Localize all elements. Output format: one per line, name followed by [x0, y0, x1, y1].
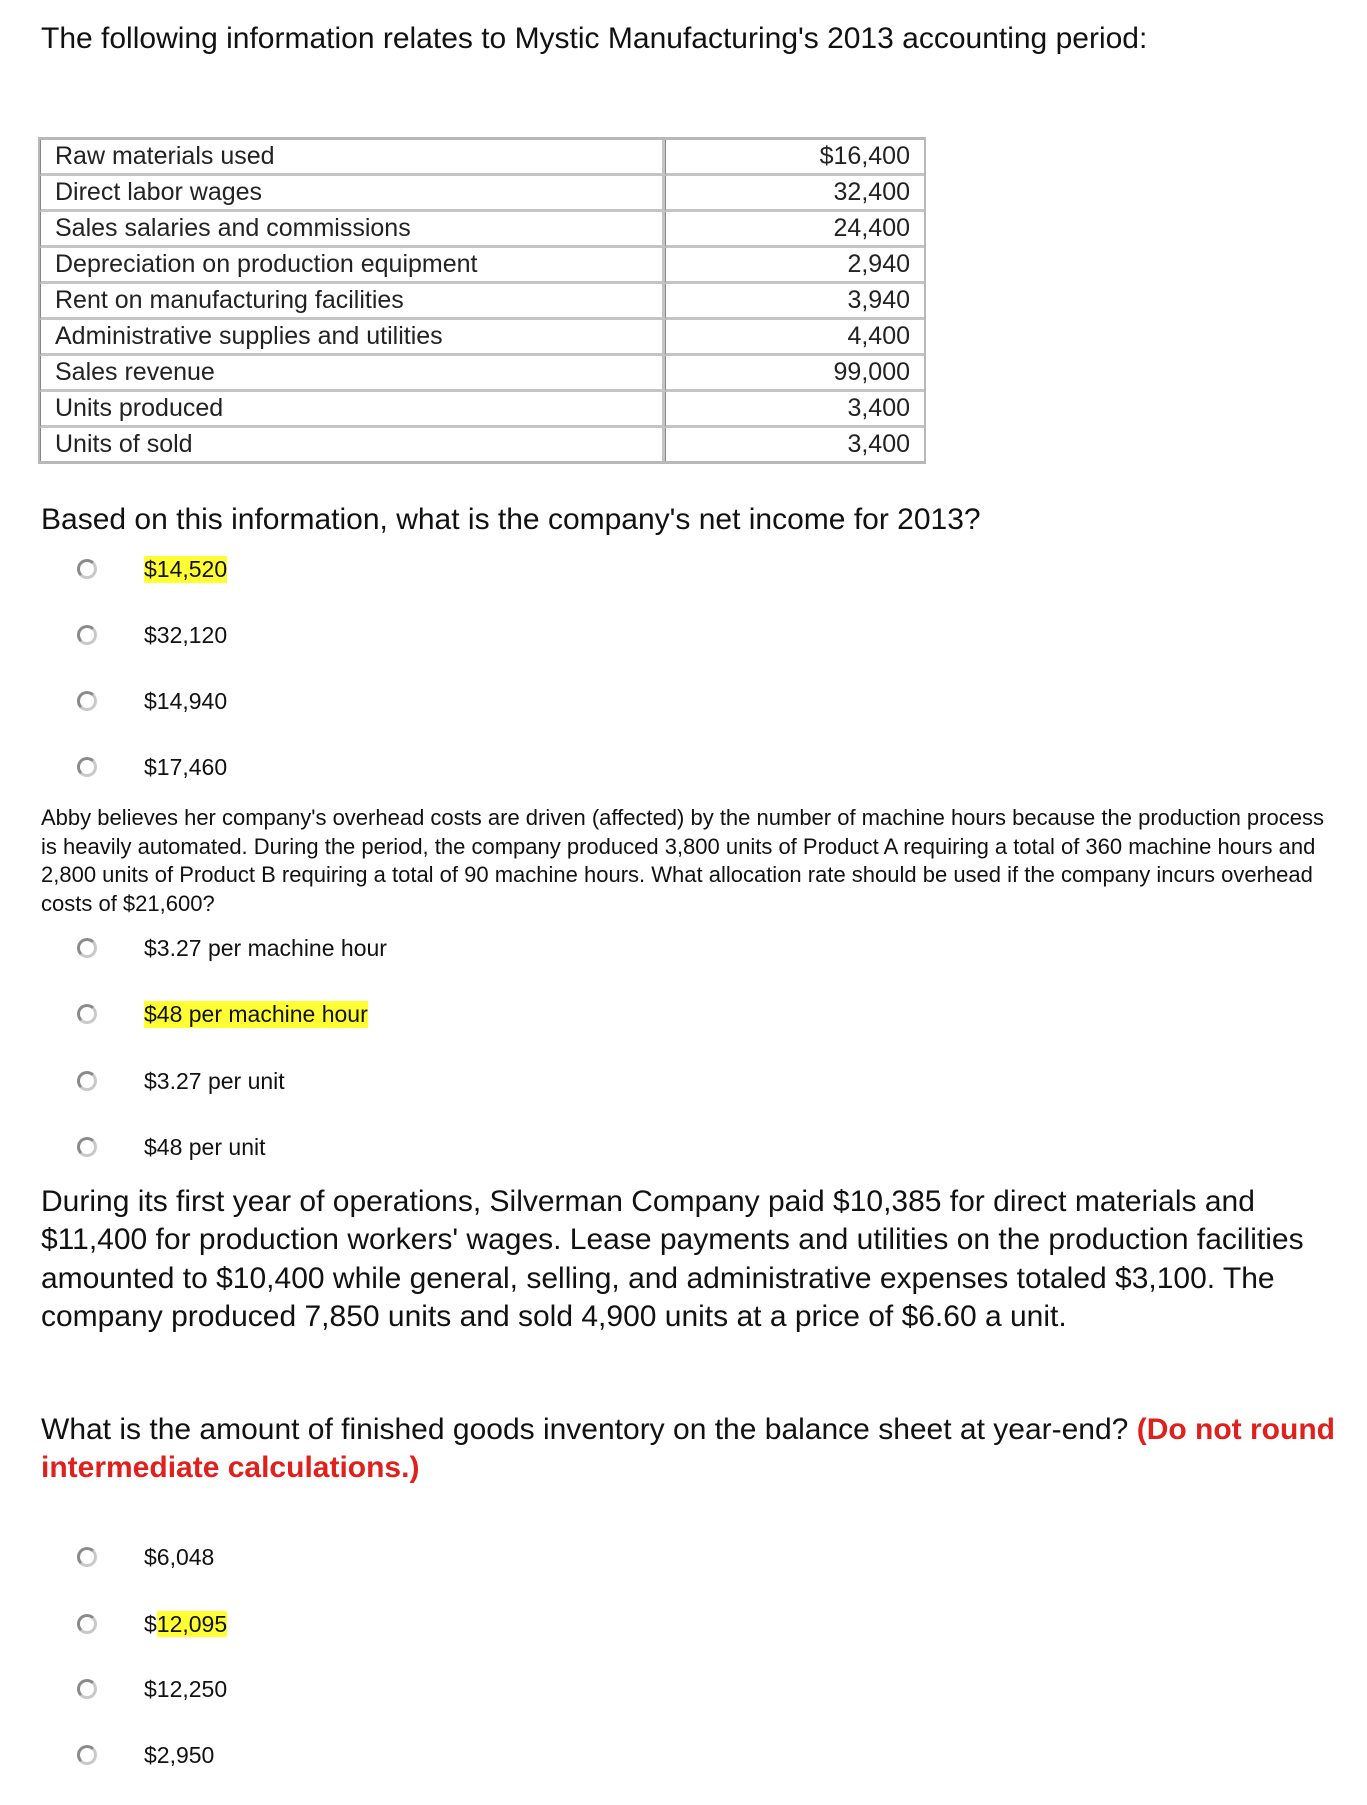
row-label: Sales revenue — [40, 356, 665, 392]
table-row — [40, 356, 924, 392]
q1-option-1[interactable]: $14,520 — [77, 554, 227, 584]
row-label: Direct labor wages — [40, 176, 665, 212]
radio-icon[interactable] — [77, 757, 97, 777]
q2-option-2[interactable]: $48 per machine hour — [77, 999, 368, 1029]
row-label: Units of sold — [40, 428, 665, 461]
row-label: Administrative supplies and utilities — [40, 320, 665, 356]
table-row — [40, 140, 924, 176]
radio-icon[interactable] — [77, 1547, 97, 1567]
radio-icon[interactable] — [77, 1137, 97, 1157]
row-value: 3,940 — [665, 284, 924, 320]
table-row — [40, 176, 924, 212]
radio-icon[interactable] — [77, 1614, 97, 1634]
q1-option-2[interactable]: $32,120 — [77, 620, 227, 650]
radio-icon[interactable] — [77, 559, 97, 579]
q1-option-4[interactable]: $17,460 — [77, 752, 227, 782]
q3-option-1[interactable]: $6,048 — [77, 1542, 214, 1572]
q3-question-block — [41, 1411, 1341, 1488]
row-value: 3,400 — [665, 428, 924, 461]
row-label: Raw materials used — [40, 140, 665, 176]
row-label: Units produced — [40, 392, 665, 428]
row-value: 99,000 — [665, 356, 924, 392]
radio-icon[interactable] — [77, 691, 97, 711]
table-row — [40, 284, 924, 320]
q2-option-3[interactable]: $3.27 per unit — [77, 1066, 285, 1096]
row-value: $16,400 — [665, 140, 924, 176]
radio-icon[interactable] — [77, 938, 97, 958]
q3-option-2[interactable]: $12,095 — [77, 1609, 227, 1639]
row-label: Rent on manufacturing facilities — [40, 284, 665, 320]
q3-option-4[interactable]: $2,950 — [77, 1740, 214, 1770]
q3-note: (Do not round intermediate calculations.) — [41, 1413, 1335, 1485]
radio-icon[interactable] — [77, 1745, 97, 1765]
table-row — [40, 212, 924, 248]
radio-icon[interactable] — [77, 1679, 97, 1699]
table-row — [40, 428, 924, 461]
row-value: 3,400 — [665, 392, 924, 428]
row-value: 4,400 — [665, 320, 924, 356]
radio-icon[interactable] — [77, 625, 97, 645]
q3-question: What is the amount of finished goods inventory on the balance sheet at year-end? — [41, 1413, 1129, 1446]
data-table — [38, 137, 926, 464]
table-row — [40, 320, 924, 356]
q1-option-3[interactable]: $14,940 — [77, 686, 227, 716]
q2-option-4[interactable]: $48 per unit — [77, 1132, 265, 1162]
q1-question: Based on this information, what is the company's net income for 2013? — [41, 503, 981, 536]
row-label: Depreciation on production equipment — [40, 248, 665, 284]
radio-icon[interactable] — [77, 1071, 97, 1091]
row-label: Sales salaries and commissions — [40, 212, 665, 248]
table-row — [40, 248, 924, 284]
row-value: 2,940 — [665, 248, 924, 284]
q2-option-1[interactable]: $3.27 per machine hour — [77, 933, 387, 963]
q3-option-3[interactable]: $12,250 — [77, 1674, 227, 1704]
row-value: 24,400 — [665, 212, 924, 248]
radio-icon[interactable] — [77, 1004, 97, 1024]
row-value: 32,400 — [665, 176, 924, 212]
intro-title: The following information relates to Mystic Manufacturing's 2013 accounting period: — [41, 22, 1148, 55]
q3-scenario: During its first year of operations, Silverman Company paid $10,385 for direct materials and $11,400 for production workers' wages. Lease payments and utilities on the production facilities amounted to $10,400 while general, selling, and administrative expenses totaled $3,100. The company produced 7,850 units and sold 4,900 units at a price of $6.60 a unit. — [41, 1185, 1304, 1334]
q2-question: Abby believes her company's overhead costs are driven (affected) by the number of machine hours because the production process is heavily automated. During the period, the company produced 3,800 units of Product A requiring a total of 360 machine hours and 2,800 units of Product B requiring a total of 90 machine hours. What allocation rate should be used if the company incurs overhead costs of $21,600? — [41, 805, 1324, 916]
table-row — [40, 392, 924, 428]
